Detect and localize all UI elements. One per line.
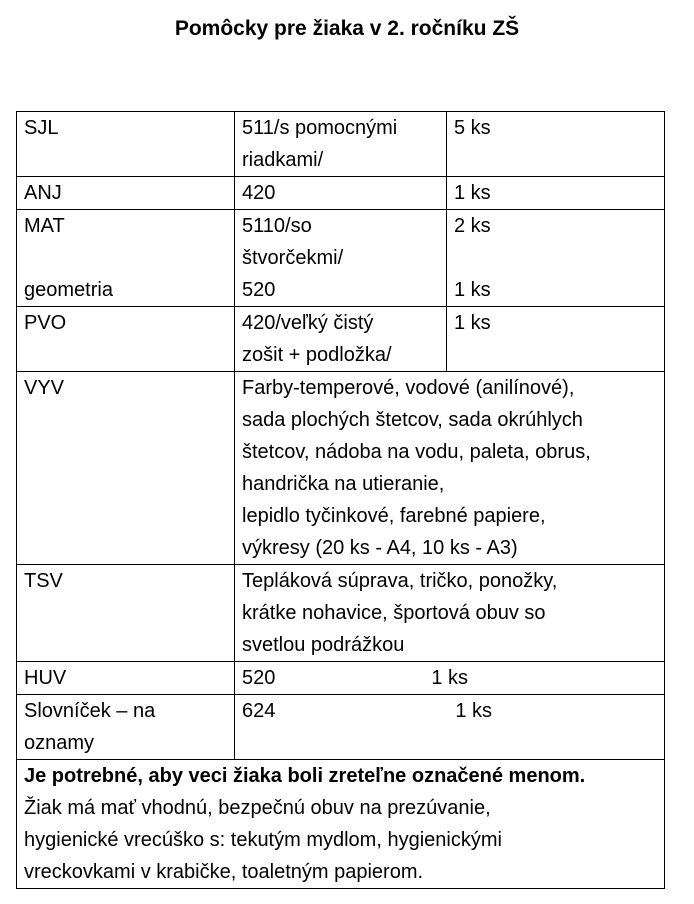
item-line: zošit + podložka/ bbox=[242, 344, 392, 366]
qty-cell bbox=[447, 210, 665, 307]
subject-label: TSV bbox=[24, 570, 63, 592]
item-cell bbox=[235, 112, 447, 177]
item-cell bbox=[235, 565, 665, 662]
item-line: 5110/so bbox=[242, 215, 312, 237]
subject-label: VYV bbox=[24, 377, 65, 399]
subject-label: HUV bbox=[24, 667, 67, 689]
subject-cell bbox=[17, 177, 235, 210]
note-bold-text: Je potrebné, aby veci žiaka boli zreteľne označené menom. bbox=[24, 765, 586, 787]
item-cell bbox=[235, 695, 665, 760]
table-row-anj bbox=[17, 177, 665, 210]
subject-cell bbox=[17, 662, 235, 695]
item-line: 624 bbox=[242, 700, 276, 722]
subject-label: geometria bbox=[24, 279, 113, 301]
item-line: štvorčekmi/ bbox=[242, 247, 344, 269]
item-line: svetlou podrážkou bbox=[242, 634, 405, 656]
item-line: 511/s pomocnými bbox=[242, 117, 398, 139]
qty-label: 1 ks bbox=[454, 279, 491, 301]
item-line: výkresy (20 ks - A4, 10 ks - A3) bbox=[242, 537, 518, 559]
page-title: Pomôcky pre žiaka v 2. ročníku ZŠ bbox=[174, 17, 520, 40]
table-row-note bbox=[17, 760, 665, 889]
subject-cell bbox=[17, 565, 235, 662]
table-row-sjl bbox=[17, 112, 665, 177]
item-line: Farby-temperové, vodové (anilínové), bbox=[242, 377, 575, 399]
item-line: handrička na utieranie, bbox=[242, 473, 445, 495]
qty-cell bbox=[447, 177, 665, 210]
item-cell bbox=[235, 662, 665, 695]
subject-label: SJL bbox=[24, 117, 59, 139]
table-row-mat bbox=[17, 210, 665, 307]
qty-label: 1 ks bbox=[455, 700, 493, 722]
item-line: krátke nohavice, športová obuv so bbox=[242, 602, 546, 624]
note-cell bbox=[17, 760, 665, 889]
item-line: 520 bbox=[242, 667, 276, 689]
note-line: hygienické vrecúško s: tekutým mydlom, hygienickými bbox=[24, 829, 502, 851]
qty-cell bbox=[447, 112, 665, 177]
table-row-slovnicek bbox=[17, 695, 665, 760]
item-line: 420/veľký čistý bbox=[242, 312, 374, 334]
qty-label: 1 ks bbox=[431, 667, 469, 689]
item-line: 520 bbox=[242, 279, 276, 301]
note-line: Žiak má mať vhodnú, bezpečnú obuv na prezúvanie, bbox=[24, 797, 491, 819]
item-line: lepidlo tyčinkové, farebné papiere, bbox=[242, 505, 546, 527]
table-row-vyv bbox=[17, 372, 665, 565]
qty-label: 5 ks bbox=[454, 117, 491, 139]
note-line: vreckovkami v krabičke, toaletným papierom. bbox=[24, 861, 424, 883]
qty-label: 2 ks bbox=[454, 215, 491, 237]
supplies-table bbox=[16, 111, 665, 889]
subject-label: ANJ bbox=[24, 182, 62, 204]
qty-label: 1 ks bbox=[454, 182, 491, 204]
item-cell bbox=[235, 307, 447, 372]
qty-label: 1 ks bbox=[454, 312, 491, 334]
subject-cell bbox=[17, 112, 235, 177]
item-line: štetcov, nádoba na vodu, paleta, obrus, bbox=[242, 441, 591, 463]
table-row-tsv bbox=[17, 565, 665, 662]
item-line: Tepláková súprava, tričko, ponožky, bbox=[242, 570, 558, 592]
subject-label: oznamy bbox=[24, 732, 95, 754]
subject-cell bbox=[17, 695, 235, 760]
item-cell bbox=[235, 210, 447, 307]
subject-cell bbox=[17, 307, 235, 372]
item-line: riadkami/ bbox=[242, 149, 324, 171]
item-line: sada plochých štetcov, sada okrúhlych bbox=[242, 409, 583, 431]
item-cell bbox=[235, 177, 447, 210]
item-line: 420 bbox=[242, 182, 276, 204]
table-row-huv bbox=[17, 662, 665, 695]
subject-label: MAT bbox=[24, 215, 65, 237]
subject-cell bbox=[17, 210, 235, 307]
item-cell bbox=[235, 372, 665, 565]
subject-cell bbox=[17, 372, 235, 565]
table-row-pvo bbox=[17, 307, 665, 372]
subject-label: PVO bbox=[24, 312, 67, 334]
subject-label: Slovníček – na bbox=[24, 700, 156, 722]
qty-cell bbox=[447, 307, 665, 372]
